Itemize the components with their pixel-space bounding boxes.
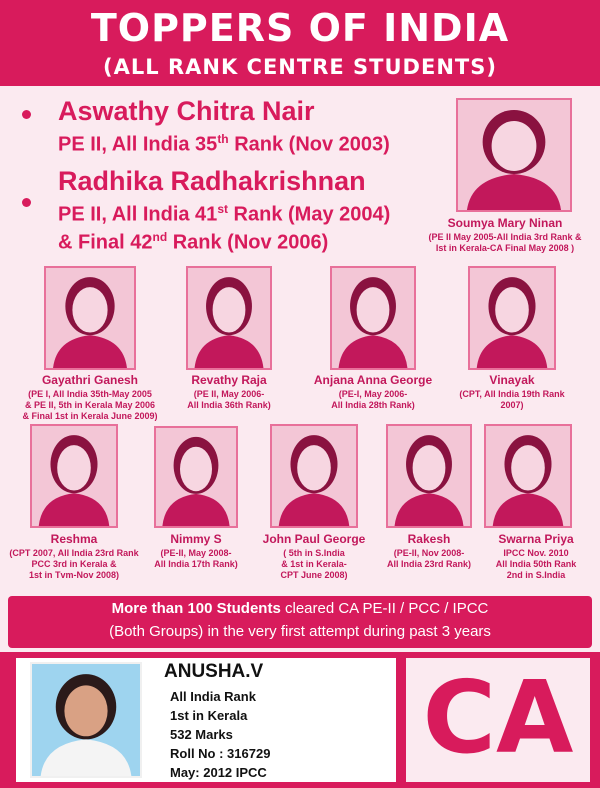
bullet-icon xyxy=(22,198,31,207)
highlight-rank-radhika-2: & Final 42nd Rank (Nov 2006) xyxy=(58,230,329,254)
highlight-rank-aswathy: PE II, All India 35th Rank (Nov 2003) xyxy=(58,132,390,156)
poster-title: TOPPERS OF INDIA xyxy=(90,6,510,50)
portrait-icon xyxy=(156,428,236,526)
portrait-icon xyxy=(32,664,140,776)
topper-name: ANUSHA.V xyxy=(164,661,264,682)
student-photo-soumya xyxy=(456,98,572,212)
student-name: Vinayak xyxy=(489,373,535,387)
topper-photo xyxy=(30,662,142,778)
banner-line-1: More than 100 Students cleared CA PE-II / PCC / IPCC xyxy=(111,600,489,617)
portrait-icon xyxy=(32,426,116,526)
student-name: Rakesh xyxy=(407,532,451,546)
portrait-icon xyxy=(388,426,470,526)
portrait-icon xyxy=(46,268,134,368)
student-name: Gayathri Ganesh xyxy=(41,373,139,387)
student-photo-anjana xyxy=(330,266,416,370)
student-desc: (CPT, All India 19th Rank 2007) xyxy=(459,389,565,410)
topper-line: May: 2012 IPCC xyxy=(170,765,267,780)
achievement-banner xyxy=(8,596,592,648)
student-name-soumya: Soumya Mary Ninan xyxy=(447,216,563,230)
highlight-rank-radhika-1: PE II, All India 41st Rank (May 2004) xyxy=(58,202,391,226)
portrait-icon xyxy=(332,268,414,368)
student-desc: (PE-II, May 2008- All India 17th Rank) xyxy=(154,548,238,569)
student-photo-rakesh xyxy=(386,424,472,528)
student-photo-nimmy xyxy=(154,426,238,528)
student-photo-vinayak xyxy=(468,266,556,370)
topper-line: 532 Marks xyxy=(170,727,233,742)
topper-line: Roll No : 316729 xyxy=(170,746,271,761)
student-name: John Paul George xyxy=(262,532,366,546)
student-desc: (CPT 2007, All India 23rd Rank PCC 3rd in Kerala & 1st in Tvm-Nov 2008) xyxy=(9,548,139,580)
student-name: Reshma xyxy=(50,532,98,546)
portrait-icon xyxy=(188,268,270,368)
student-desc: (PE-II, Nov 2008- All India 23rd Rank) xyxy=(386,548,472,569)
portrait-icon xyxy=(470,268,554,368)
portrait-icon xyxy=(458,100,570,210)
highlight-name-radhika: Radhika Radhakrishnan xyxy=(58,166,366,196)
portrait-icon xyxy=(272,426,356,526)
poster-subtitle: (ALL RANK CENTRE STUDENTS) xyxy=(103,55,497,79)
student-desc: IPCC Nov. 2010 All India 50th Rank 2nd in S.India xyxy=(495,548,577,580)
topper-line: All India Rank xyxy=(170,689,256,704)
topper-line: 1st in Kerala xyxy=(170,708,248,723)
banner-line-2: (Both Groups) in the very first attempt during past 3 years xyxy=(109,623,491,640)
student-desc: (PE II, May 2006- All India 36th Rank) xyxy=(187,389,271,410)
student-photo-reshma xyxy=(30,424,118,528)
student-desc: ( 5th in S.India & 1st in Kerala- CPT June 2008) xyxy=(280,548,348,580)
student-name: Revathy Raja xyxy=(191,373,267,387)
student-photo-revathy xyxy=(186,266,272,370)
student-desc-soumya: (PE II May 2005-All India 3rd Rank & Ist in Kerala-CA Final May 2008 ) xyxy=(428,232,582,253)
highlight-name-aswathy: Aswathy Chitra Nair xyxy=(58,96,315,126)
portrait-icon xyxy=(486,426,570,526)
student-name: Anjana Anna George xyxy=(313,373,433,387)
bullet-icon xyxy=(22,110,31,119)
student-name: Nimmy S xyxy=(170,532,222,546)
ca-logo: CA xyxy=(422,659,574,776)
student-desc: (PE-I, May 2006- All India 28th Rank) xyxy=(331,389,415,410)
student-desc: (PE I, All India 35th-May 2005 & PE II, 5th in Kerala May 2006 & Final 1st in Kerala June 2009) xyxy=(22,389,158,421)
student-photo-john xyxy=(270,424,358,528)
student-photo-gayathri xyxy=(44,266,136,370)
student-name: Swarna Priya xyxy=(498,532,574,546)
student-photo-swarna xyxy=(484,424,572,528)
